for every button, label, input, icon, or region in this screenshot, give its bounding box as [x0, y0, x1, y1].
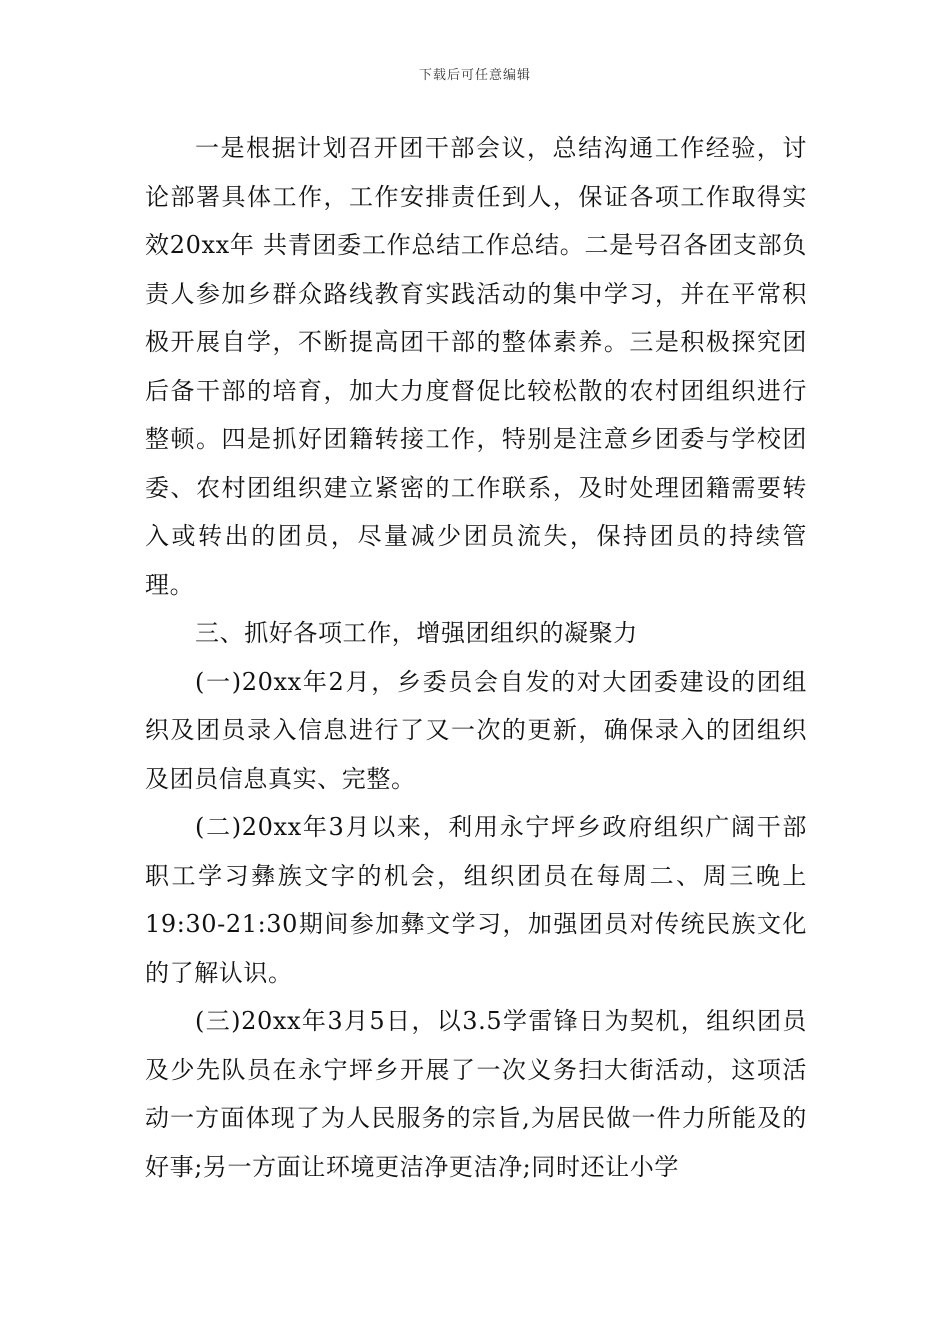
section-heading: 三、抓好各项工作，增强团组织的凝聚力 [195, 619, 638, 647]
paragraph-item-3: (三)20xx年3月5日，以3.5学雷锋日为契机，组织团员及少先队员在永宁坪乡开展了一次义务扫大街活动，这项活动一方面体现了为人民服务的宗旨,为居民做一件力所能及的好事;另一方面让环境更洁净更洁净;同时还让小学 [145, 1007, 807, 1181]
paragraph-work-measures: 一是根据计划召开团干部会议，总结沟通工作经验，讨论部署具体工作，工作安排责任到人，保证各项工作取得实效20xx年 共青团委工作总结工作总结。二是号召各团支部负责人参加乡群众路线教育实践活动的集中学习，并在平常积极开展自学，不断提高团干部的整体素养。三是积极探究团后备干部的培育，加大力度督促比较松散的农村团组织进行整顿。四是抓好团籍转接工作，特别是注意乡团委与学校团委、农村团组织建立紧密的工作联系，及时处理团籍需要转入或转出的团员，尽量减少团员流失，保持团员的持续管理。 [145, 134, 807, 599]
document-body [145, 124, 807, 1191]
paragraph-item-2: (二)20xx年3月以来，利用永宁坪乡政府组织广阔干部职工学习彝族文字的机会，组织团员在每周二、周三晚上19:30-21:30期间参加彝文学习，加强团员对传统民族文化的了解认识。 [145, 813, 807, 987]
page-header: 下载后可任意编辑 [418, 68, 531, 83]
paragraph-item-1: (一)20xx年2月，乡委员会自发的对大团委建设的团组织及团员录入信息进行了又一次的更新，确保录入的团组织及团员信息真实、完整。 [145, 667, 807, 793]
